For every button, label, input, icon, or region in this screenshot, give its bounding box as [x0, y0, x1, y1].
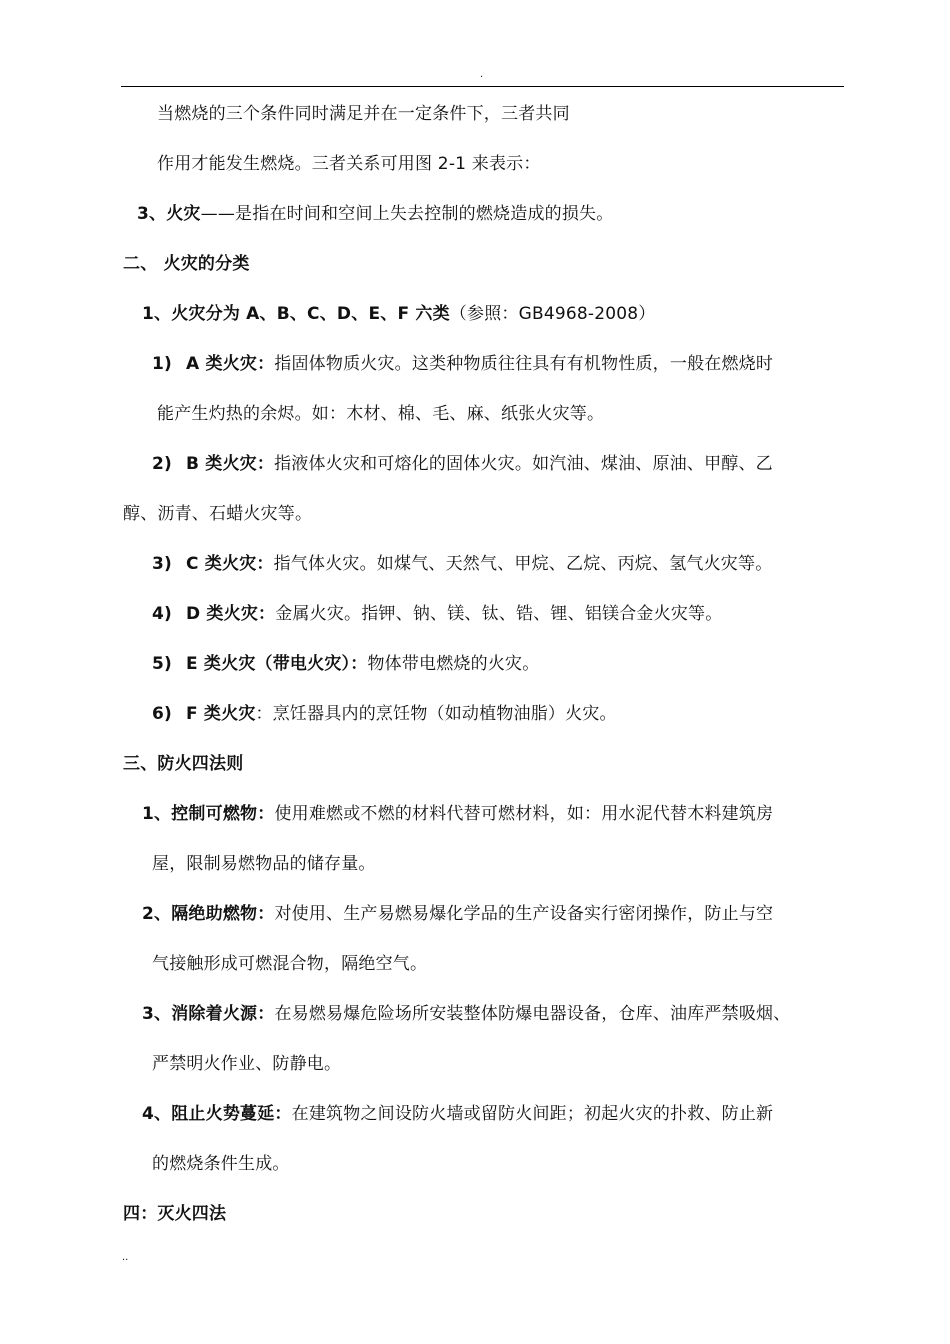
section-heading-3: 三、防火四法则 [123, 754, 244, 774]
class-a-item [152, 352, 773, 376]
rule-1 [142, 802, 773, 826]
class-label: E 类火灾（带电火灾）： [186, 654, 368, 674]
paragraph-line: 醇、沥青、石蜡火灾等。 [123, 504, 313, 524]
class-label: B 类火灾： [186, 454, 275, 474]
header-mark: . [480, 69, 484, 80]
class-f-item [152, 702, 617, 726]
classification-intro [142, 302, 656, 326]
rule-4 [142, 1102, 773, 1126]
paragraph-line: 严禁明火作业、防静电。 [152, 1054, 342, 1074]
rule-2 [142, 902, 773, 926]
paragraph-line: 能产生灼热的余烬。如：木材、棉、毛、麻、纸张火灾等。 [157, 404, 605, 424]
definition-fire [137, 202, 613, 226]
item-number: 1) [152, 354, 172, 374]
section-heading-2: 二、 火灾的分类 [123, 254, 250, 274]
class-label: A 类火灾： [186, 354, 275, 374]
intro-ref: （参照：GB4968-2008） [449, 304, 656, 324]
item-number: 3) [152, 554, 172, 574]
intro-label: 1、火灾分为 A、B、C、D、E、F 六类 [142, 304, 450, 324]
class-text: ：烹饪器具内的烹饪物（如动植物油脂）火灾。 [255, 704, 617, 724]
paragraph-line: 气接触形成可燃混合物，隔绝空气。 [152, 954, 428, 974]
header-rule [121, 86, 844, 87]
class-label: F 类火灾 [186, 704, 256, 724]
class-label: C 类火灾： [186, 554, 274, 574]
rule-text: 在建筑物之间设防火墙或留防火间距；初起火灾的扑救、防止新 [291, 1104, 774, 1124]
rule-label: 3、消除着火源： [142, 1004, 275, 1024]
paragraph-line: 的燃烧条件生成。 [152, 1154, 290, 1174]
item-number: 6) [152, 704, 172, 724]
paragraph-line: 当燃烧的三个条件同时满足并在一定条件下，三者共同 [157, 104, 570, 124]
class-text: 指气体火灾。如煤气、天然气、甲烷、乙烷、丙烷、氢气火灾等。 [273, 554, 773, 574]
class-text: 指固体物质火灾。这类种物质往往具有有机物性质，一般在燃烧时 [274, 354, 774, 374]
paragraph-line: 作用才能发生燃烧。三者关系可用图 2-1 来表示： [157, 154, 541, 174]
rule-text: 对使用、生产易燃易爆化学品的生产设备实行密闭操作，防止与空 [274, 904, 774, 924]
class-c-item [152, 552, 772, 576]
class-e-item [152, 652, 539, 676]
section-heading-4: 四：灭火四法 [123, 1204, 227, 1224]
paragraph-line: 屋，限制易燃物品的储存量。 [152, 854, 376, 874]
class-text: 金属火灾。指钾、钠、镁、钛、锆、锂、铝镁合金火灾等。 [275, 604, 723, 624]
rule-text: 使用难燃或不燃的材料代替可燃材料，如：用水泥代替木料建筑房 [274, 804, 774, 824]
item-number: 4) [152, 604, 172, 624]
class-label: D 类火灾： [186, 604, 276, 624]
rule-3 [142, 1002, 790, 1026]
rule-label: 4、阻止火势蔓延： [142, 1104, 292, 1124]
term-label: 3、火灾 [137, 204, 201, 224]
class-b-item [152, 452, 773, 476]
rule-label: 1、控制可燃物： [142, 804, 275, 824]
item-number: 2) [152, 454, 172, 474]
term-text: ——是指在时间和空间上失去控制的燃烧造成的损失。 [200, 204, 614, 224]
item-number: 5) [152, 654, 172, 674]
class-d-item [152, 602, 722, 626]
rule-label: 2、隔绝助燃物： [142, 904, 275, 924]
rule-text: 在易燃易爆危险场所安装整体防爆电器设备，仓库、油库严禁吸烟、 [274, 1004, 791, 1024]
class-text: 物体带电燃烧的火灾。 [367, 654, 540, 674]
class-text: 指液体火灾和可熔化的固体火灾。如汽油、煤油、原油、甲醇、乙 [274, 454, 773, 474]
footer-mark: .. [122, 1252, 129, 1263]
